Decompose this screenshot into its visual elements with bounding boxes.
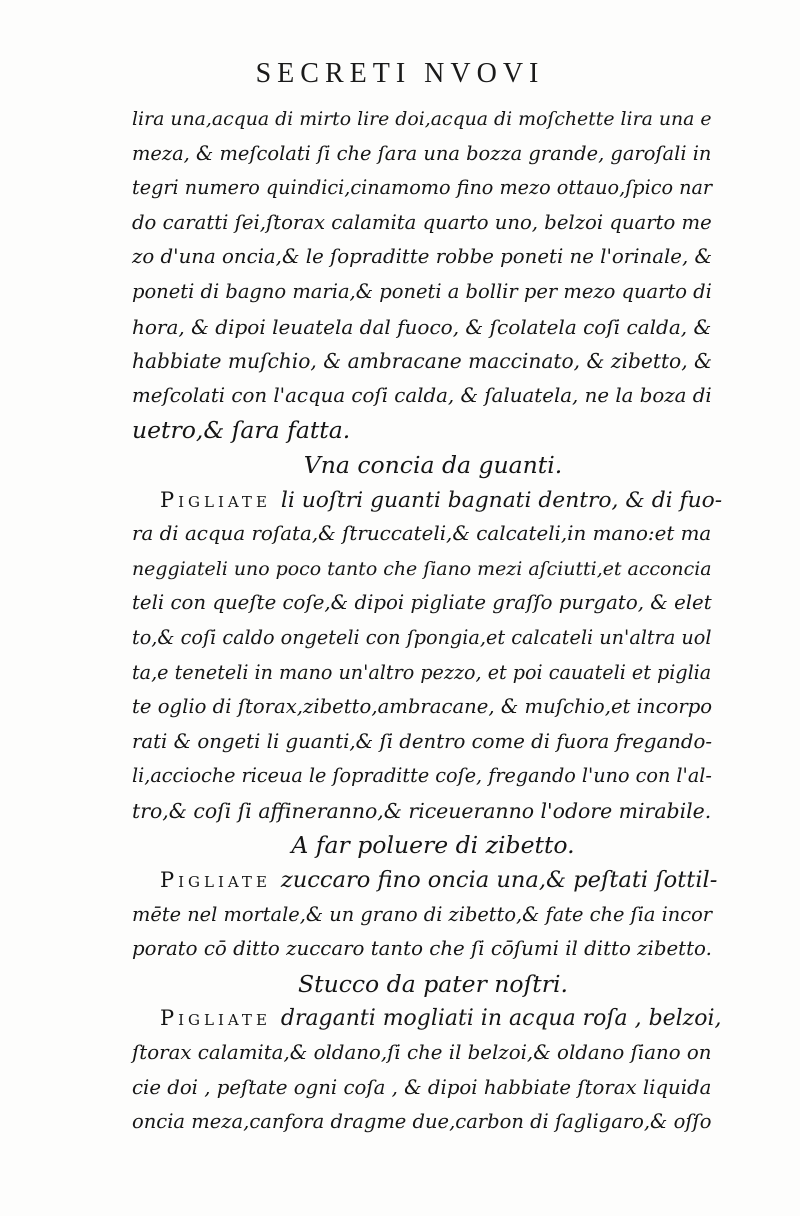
text-line: lira una,acqua di mirto lire doi,acqua di moſchette lira una e: [132, 108, 712, 130]
text-line: teli con queſte coſe,& dipoi pigliate graſſo purgato, & elet: [132, 591, 712, 615]
text-line: ra di acqua roſata,& ſtruccateli,& calcateli,in mano:et ma: [132, 522, 712, 546]
paragraph-lead-word: Pigliate: [160, 1006, 271, 1031]
paragraph-first-line: [132, 483, 723, 518]
text-line: tro,& coſi ſi affineranno,& riceueranno l'odore mirabile.: [132, 798, 712, 823]
text-line: to,& coſi caldo ongeteli con ſpongia,et calcateli un'altra uol: [132, 625, 712, 649]
text-line: tegri numero quindici,cinamomo fino mezo ottauo,ſpico nar: [132, 176, 713, 200]
text-line: do caratti ſei,ſtorax calamita quarto uno, belzoi quarto me: [132, 210, 712, 234]
text-line: te oglio di ſtorax,zibetto,ambracane, & muſchio,et incorpo: [132, 695, 713, 719]
text-line: oncia meza,canfora dragme due,carbon di ſagligaro,& oſſo: [132, 1110, 712, 1134]
running-head: SECRETI NVOVI: [255, 58, 545, 89]
text-line: uetro,& ſara fatta.: [132, 416, 351, 445]
text-line: hora, & dipoi leuatela dal fuoco, & ſcolatela coſi calda, &: [132, 314, 712, 339]
text-line: meſcolati con l'acqua coſi calda, & ſaluatela, ne la boza di: [132, 383, 712, 407]
text-line: ſtorax calamita,& oldano,ſi che il belzoi,& oldano ſiano on: [132, 1041, 712, 1065]
paragraph-first-line: [132, 863, 718, 898]
text-line: cie doi , peſtate ogni coſa , & dipoi habbiate ſtorax liquida: [132, 1075, 712, 1099]
paragraph-line-text: draganti mogliati in acqua roſa , belzoi,: [280, 1006, 722, 1032]
text-line: meza, & meſcolati ſi che ſara una bozza grande, garoſali in: [132, 141, 712, 165]
text-line: neggiateli uno poco tanto che ſiano mezi aſciutti,et acconcia: [132, 557, 712, 580]
text-line: porato cō ditto zuccaro tanto che ſi cōſumi il ditto zibetto.: [132, 937, 712, 961]
section-heading: Stucco da pater noſtri.: [298, 969, 568, 998]
text-line: ta,e teneteli in mano un'altro pezzo, et poi cauateli et piglia: [132, 660, 712, 684]
text-line: mēte nel mortale,& un grano di zibetto,& fate che ſia incor: [132, 902, 713, 926]
section-heading: Vna concia da guanti.: [303, 450, 563, 479]
text-line: rati & ongeti li guanti,& ſi dentro come di fuora fregando-: [132, 729, 712, 753]
section-heading: A far poluere di zibetto.: [291, 831, 575, 860]
paragraph-line-text: zuccaro fino oncia una,& peſtati ſottil-: [280, 867, 718, 894]
text-line: zo d'una oncia,& le ſopraditte robbe poneti ne l'orinale, &: [132, 245, 713, 269]
text-block: [132, 102, 723, 1140]
text-line: habbiate muſchio, & ambracane maccinato, & zibetto, &: [132, 349, 713, 374]
text-line: li,accioche riceua le ſopraditte coſe, fregando l'uno con l'al-: [132, 764, 712, 788]
paragraph-lead-word: Pigliate: [160, 868, 271, 893]
paragraph-lead-word: Pigliate: [160, 487, 271, 512]
paragraph-line-text: li uoſtri guanti bagnati dentro, & di fuo-: [280, 487, 723, 513]
text-line: poneti di bagno maria,& poneti a bollir per mezo quarto di: [132, 279, 712, 303]
paragraph-first-line: [132, 1001, 722, 1036]
